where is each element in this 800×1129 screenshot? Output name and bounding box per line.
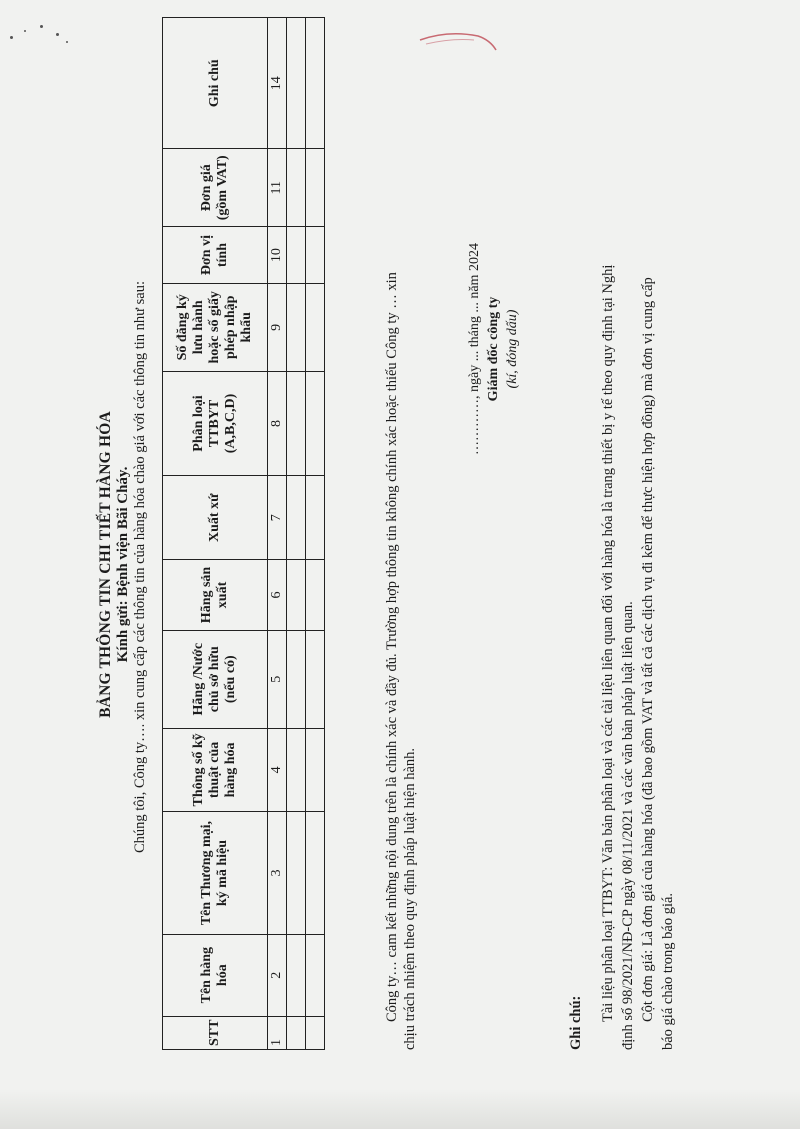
notes-heading: Ghi chú: bbox=[568, 995, 584, 1050]
column-number: 10 bbox=[268, 227, 287, 284]
column-number: 11 bbox=[268, 149, 287, 227]
table-cell bbox=[287, 371, 306, 476]
table-cell bbox=[306, 560, 325, 631]
table-cell bbox=[287, 1016, 306, 1049]
column-header: Đơn giá (gồm VAT) bbox=[163, 149, 268, 227]
signature-date: …………, ngày ... tháng ... năm 2024 bbox=[467, 243, 482, 455]
column-header: Hãng sản xuất bbox=[163, 560, 268, 631]
table-cell bbox=[287, 149, 306, 227]
intro-text: Chúng tôi, Công ty…. xin cung cấp các thông tin của hàng hóa chào giá với các thông tin như sau: bbox=[132, 280, 148, 854]
table-cell bbox=[306, 149, 325, 227]
commitment-line-2: chịu trách nhiệm theo quy định pháp luật hiện hành. bbox=[402, 747, 418, 1050]
commitment-line-1: Công ty… cam kết những nội dung trên là chính xác và đầy đủ. Trường hợp thông tin không chính xác hoặc thiếu Công ty … xin bbox=[384, 272, 400, 1022]
table-row bbox=[287, 18, 306, 1050]
column-number: 2 bbox=[268, 934, 287, 1016]
column-number: 6 bbox=[268, 560, 287, 631]
column-header: Hãng /Nước chủ sở hữu (nếu có) bbox=[163, 630, 268, 728]
column-number: 7 bbox=[268, 476, 287, 560]
note-paragraph: định số 98/2021/NĐ-CP ngày 08/11/2021 và các văn bản pháp luật liên quan. bbox=[620, 601, 636, 1050]
table-cell bbox=[287, 728, 306, 812]
recipient-line: Kính gửi: Bệnh viện Bãi Cháy. bbox=[115, 466, 131, 663]
goods-table bbox=[162, 17, 325, 1050]
table-cell bbox=[287, 227, 306, 284]
header-row bbox=[163, 18, 268, 1050]
table-cell bbox=[287, 560, 306, 631]
table-row bbox=[306, 18, 325, 1050]
table-cell bbox=[306, 812, 325, 935]
table-cell bbox=[287, 18, 306, 149]
column-header: Thông số kỹ thuật của hàng hóa bbox=[163, 728, 268, 812]
note-paragraph: Tài liệu phân loại TTBYT: Văn bản phân loại và các tài liệu liên quan đối với hàng hóa là trang thiết bị y tế theo quy định tại Nghị bbox=[600, 264, 616, 1022]
notes-section bbox=[566, 10, 678, 1050]
column-number: 5 bbox=[268, 630, 287, 728]
note-paragraph: báo giá chào trong báo giá. bbox=[660, 892, 676, 1050]
table-cell bbox=[287, 812, 306, 935]
table-cell bbox=[306, 371, 325, 476]
table-cell bbox=[287, 283, 306, 371]
column-header: Tên hàng hóa bbox=[163, 934, 268, 1016]
table-cell bbox=[306, 18, 325, 149]
table-cell bbox=[306, 1016, 325, 1049]
note-paragraph: Cột đơn giá: Là đơn giá của hàng hóa (đã bao gồm VAT và tất cả các dịch vụ đi kèm để thực hiện hợp đồng) mà đơn vị cung cấp bbox=[640, 277, 656, 1022]
signature-block bbox=[465, 199, 522, 499]
column-header: Xuất xứ bbox=[163, 476, 268, 560]
table-cell bbox=[287, 630, 306, 728]
column-number: 8 bbox=[268, 371, 287, 476]
table-cell bbox=[306, 227, 325, 284]
column-number: 4 bbox=[268, 728, 287, 812]
column-number-row bbox=[268, 18, 287, 1050]
signature-note: (kí, đóng dấu) bbox=[505, 309, 520, 389]
column-header: Đơn vị tính bbox=[163, 227, 268, 284]
column-header: Ghi chú bbox=[163, 18, 268, 149]
table-cell bbox=[306, 728, 325, 812]
table-cell bbox=[287, 934, 306, 1016]
column-number: 1 bbox=[268, 1016, 287, 1049]
document-title: BẢNG THÔNG TIN CHI TIẾT HÀNG HÓA bbox=[97, 411, 114, 718]
column-number: 3 bbox=[268, 812, 287, 935]
table-cell bbox=[306, 934, 325, 1016]
column-number: 14 bbox=[268, 18, 287, 149]
column-header: STT bbox=[163, 1016, 268, 1049]
table-cell bbox=[306, 630, 325, 728]
column-header: Tên Thương mại, ký mã hiệu bbox=[163, 812, 268, 935]
signature-title: Giám đốc công ty bbox=[486, 296, 501, 402]
table-cell bbox=[306, 476, 325, 560]
column-header: Số đăng ký lưu hành hoặc số giấy phép nhập khẩu bbox=[163, 283, 268, 371]
table-cell bbox=[287, 476, 306, 560]
column-header: Phân loại TTBYT (A,B,C,D) bbox=[163, 371, 268, 476]
table-cell bbox=[306, 283, 325, 371]
column-number: 9 bbox=[268, 283, 287, 371]
